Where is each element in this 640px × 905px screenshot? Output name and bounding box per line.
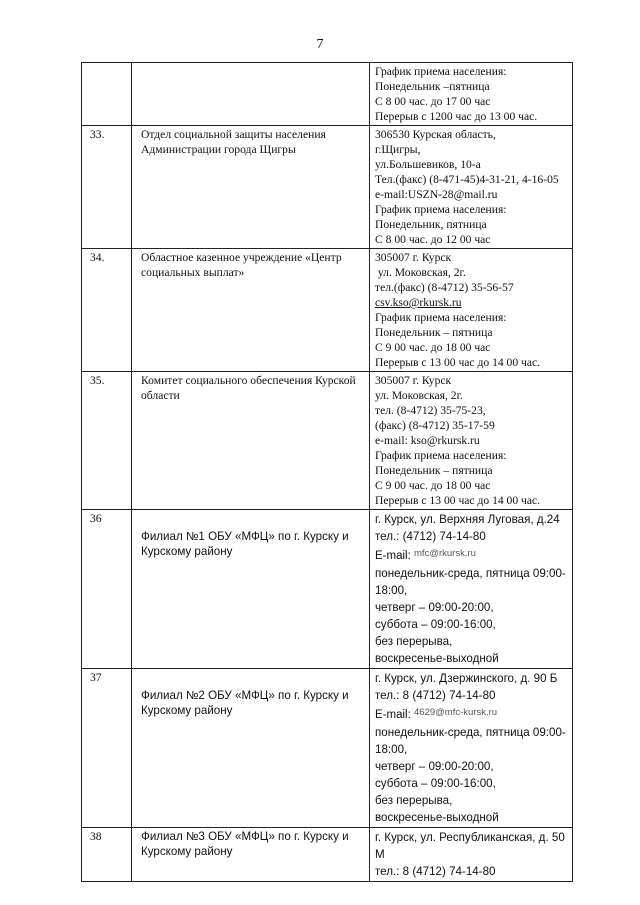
organization-name: Отдел социальной защиты населения Администрации города Щигры <box>132 126 370 249</box>
contact-email[interactable]: e-mail:USZN-28@mail.ru <box>375 188 498 201</box>
row-number: 37 <box>82 669 132 828</box>
contacts-table <box>81 62 573 882</box>
organization-name: Филиал №1 ОБУ «МФЦ» по г. Курску и Курскому району <box>132 510 370 669</box>
organization-name: Областное казенное учреждение «Центр социальных выплат» <box>132 249 370 372</box>
contact-phone: тел.: 8 (4712) 74-14-80 <box>375 689 496 702</box>
contact-email-link[interactable]: csv.kso@rkursk.ru <box>375 296 462 309</box>
contact-line: Перерыв с 1200 час до 13 00 час. <box>375 110 538 123</box>
contact-line: тел.(факс) (8-4712) 35-56-57 <box>375 281 514 294</box>
contact-line: График приема населения: <box>375 65 507 78</box>
contact-email[interactable]: mfc@rkursk.ru <box>414 548 476 559</box>
table-row <box>82 126 573 249</box>
contact-address: г. Курск, ул. Дзержинского, д. 90 Б <box>375 672 558 685</box>
organization-name: Филиал №3 ОБУ «МФЦ» по г. Курску и Курскому району <box>132 828 370 882</box>
email-label: E-mail: <box>375 709 411 721</box>
contact-line: Понедельник – пятница <box>375 464 493 477</box>
contact-line: ул.Большевиков, 10-а <box>375 158 481 171</box>
schedule-line: понедельник-среда, пятница 09:00-18:00, <box>375 567 566 597</box>
row-number: 35. <box>82 372 132 510</box>
contact-info <box>370 249 573 372</box>
contact-email-line <box>375 545 568 565</box>
table-row <box>82 669 573 828</box>
contact-email-line <box>375 704 568 724</box>
schedule-line: суббота – 09:00-16:00, <box>375 777 496 790</box>
contact-line: 305007 г. Курск <box>375 374 452 387</box>
contact-line: тел. (8-4712) 35-75-23, <box>375 404 486 417</box>
row-number <box>82 63 132 126</box>
table-row <box>82 372 573 510</box>
contact-address: г. Курск, ул. Верхняя Луговая, д.24 <box>375 513 560 526</box>
contact-line: (факс) (8-4712) 35-17-59 <box>375 419 495 432</box>
contact-line: С 8 00 час. до 12 00 час <box>375 233 491 246</box>
contact-phone: тел.: (4712) 74-14-80 <box>375 530 486 543</box>
schedule-line: суббота – 09:00-16:00, <box>375 618 496 631</box>
contact-line: ул. Моковская, 2г. <box>375 266 466 279</box>
contact-line: Перерыв с 13 00 час до 14 00 час. <box>375 356 541 369</box>
schedule-line: воскресенье-выходной <box>375 652 499 665</box>
contact-line: 305007 г. Курск <box>375 251 452 264</box>
contact-info <box>370 669 573 828</box>
contact-line: График приема населения: <box>375 449 507 462</box>
contact-address: г. Курск, ул. Республиканская, д. 50 М <box>375 831 565 861</box>
table-row <box>82 828 573 882</box>
page-number: 7 <box>316 37 324 52</box>
contact-email[interactable]: 4629@mfc-kursk.ru <box>414 707 498 718</box>
schedule-line: воскресенье-выходной <box>375 811 499 824</box>
contact-line: Понедельник, пятница <box>375 218 487 231</box>
contact-email[interactable]: e-mail: kso@rkursk.ru <box>375 434 480 447</box>
row-number: 38 <box>82 828 132 882</box>
organization-name: Комитет социального обеспечения Курской области <box>132 372 370 510</box>
contact-info <box>370 510 573 669</box>
contact-line: ул. Моковская, 2г. <box>375 389 463 402</box>
contact-line: С 8 00 час. до 17 00 час <box>375 95 491 108</box>
table-row <box>82 63 573 126</box>
contact-line: 306530 Курская область, <box>375 128 496 141</box>
table-row <box>82 510 573 669</box>
contact-info <box>370 828 573 882</box>
contact-line: График приема населения: <box>375 311 507 324</box>
row-number: 33. <box>82 126 132 249</box>
schedule-line: четверг – 09:00-20:00, <box>375 760 494 773</box>
schedule-line: четверг – 09:00-20:00, <box>375 601 494 614</box>
row-number: 36 <box>82 510 132 669</box>
contact-line: Понедельник –пятница <box>375 80 490 93</box>
email-label: E-mail: <box>375 550 411 562</box>
contact-line: График приема населения: <box>375 203 507 216</box>
contact-info <box>370 63 573 126</box>
schedule-line: понедельник-среда, пятница 09:00-18:00, <box>375 726 566 756</box>
contact-info <box>370 126 573 249</box>
contact-line: г.Щигры, <box>375 143 421 156</box>
organization-name <box>132 63 370 126</box>
organization-name: Филиал №2 ОБУ «МФЦ» по г. Курску и Курскому району <box>132 669 370 828</box>
contact-info <box>370 372 573 510</box>
table-row <box>82 249 573 372</box>
contact-line: Понедельник – пятница <box>375 326 493 339</box>
contact-line: Перерыв с 13 00 час до 14 00 час. <box>375 494 541 507</box>
contact-line: С 9 00 час. до 18 00 час <box>375 479 491 492</box>
contact-line: С 9 00 час. до 18 00 час <box>375 341 491 354</box>
row-number: 34. <box>82 249 132 372</box>
contact-line: Тел.(факс) (8-471-45)4-31-21, 4-16-05 <box>375 173 559 186</box>
contact-phone: тел.: 8 (4712) 74-14-80 <box>375 865 496 878</box>
schedule-line: без перерыва, <box>375 635 453 648</box>
schedule-line: без перерыва, <box>375 794 453 807</box>
